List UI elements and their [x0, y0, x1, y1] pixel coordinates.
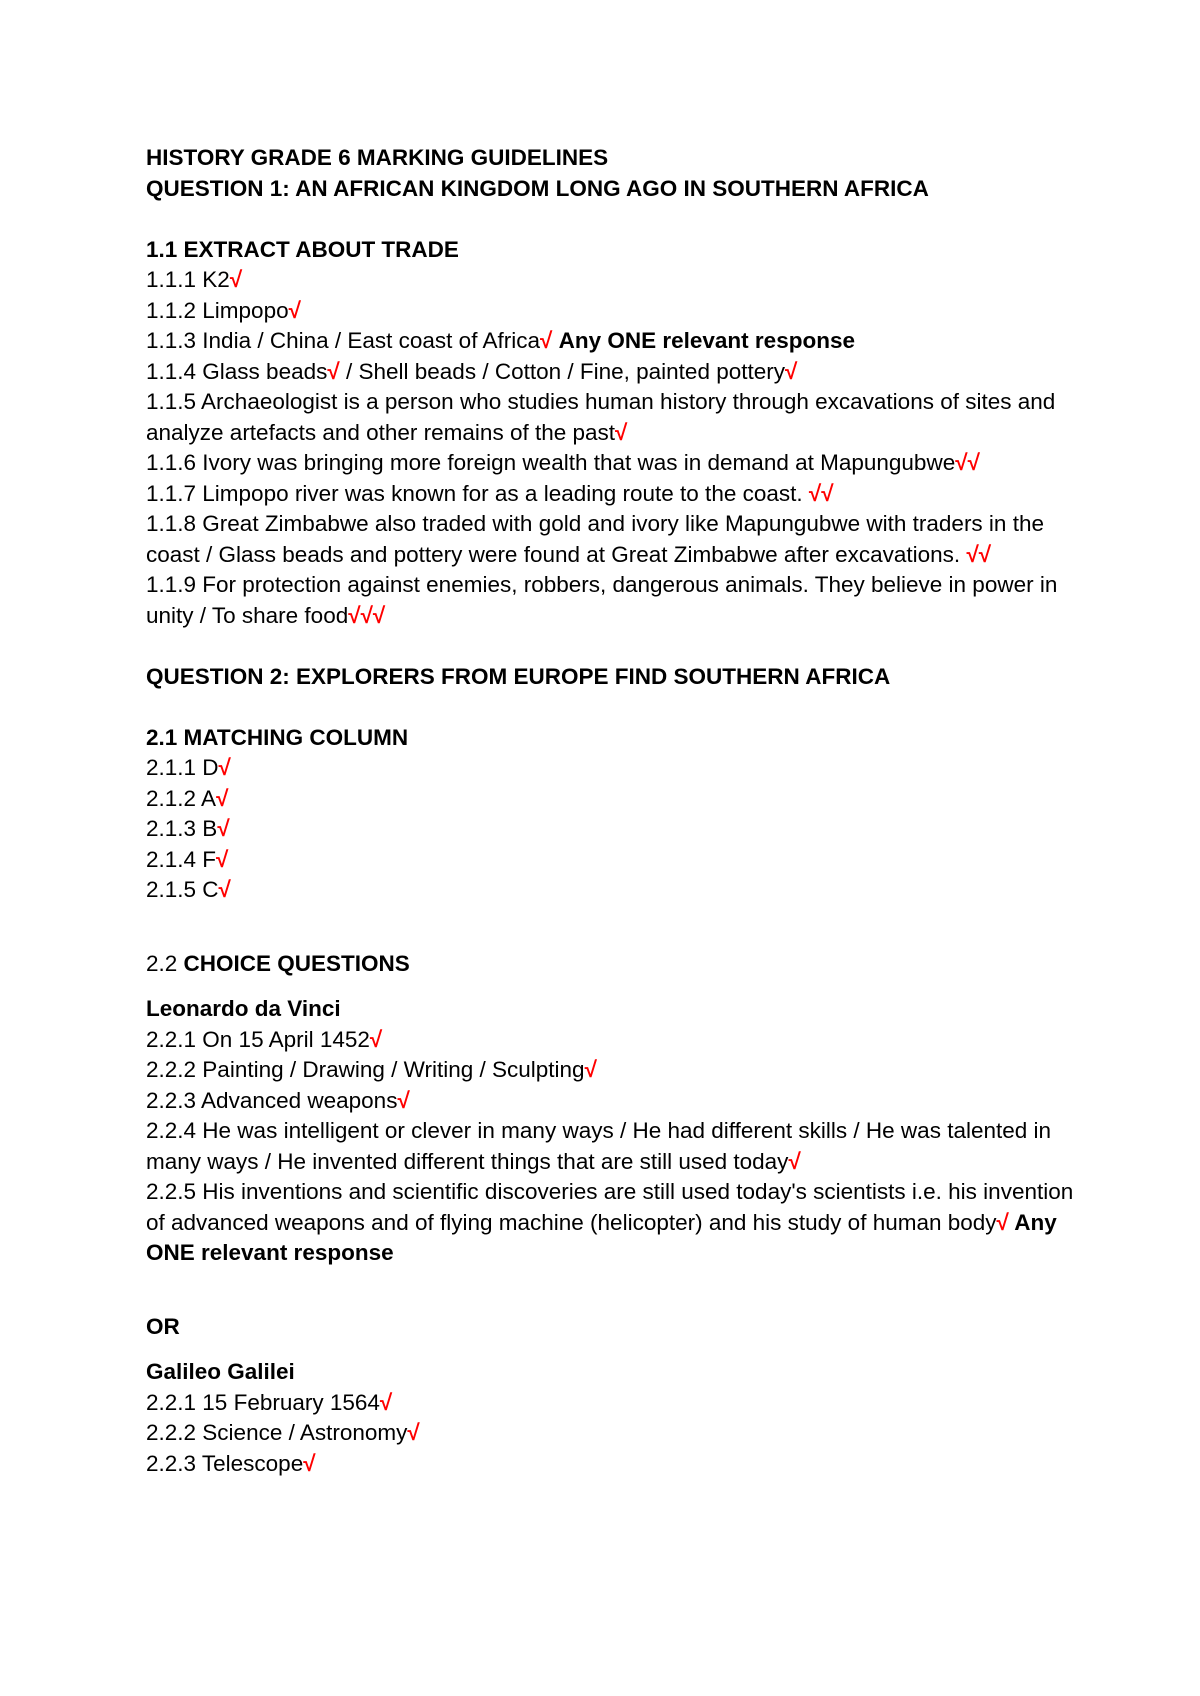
answer-2-2-2-leonardo [146, 1055, 1076, 1086]
check-mark-icon [585, 1057, 597, 1082]
answer-text: 2.2.2 Painting / Drawing / Writing / Sculpting [146, 1057, 585, 1082]
answer-text: / Shell beads / Cotton / Fine, painted pottery [339, 358, 785, 384]
answer-1-1-5 [146, 387, 1076, 448]
double-check-mark-icon [966, 542, 991, 567]
or-divider: OR [146, 1313, 180, 1339]
marking-note: Any ONE relevant response [558, 328, 855, 353]
check-mark-icon [289, 298, 301, 323]
check-mark-icon [230, 267, 242, 292]
spacer [146, 1342, 1076, 1357]
answer-text: 2.2.1 On 15 April 1452 [146, 1026, 370, 1052]
answer-text: 1.1.4 Glass beads [146, 358, 328, 384]
answer-2-2-4-leonardo [146, 1116, 1076, 1177]
answer-text: 2.2.5 His inventions and scientific discoveries are still used today's scientists i.e. his invention of advanced weapons and of flying machine (helicopter) and his study of human body [146, 1179, 1074, 1235]
triple-check-mark-icon [348, 603, 385, 628]
answer-text: 2.1.3 B [146, 816, 218, 841]
check-mark-icon [327, 359, 339, 384]
answer-text: 2.1.5 C [146, 877, 219, 902]
check-mark-icon [219, 755, 231, 780]
answer-text: 2.2.2 Science / Astronomy [146, 1420, 408, 1445]
answer-1-1-3 [146, 326, 1076, 357]
check-mark-icon [380, 1390, 392, 1415]
answer-text: 2.1.2 A [146, 785, 217, 811]
answer-text: 1.1.9 For protection against enemies, robbers, dangerous animals. They believe in power in unity / To share food [146, 572, 1058, 628]
answer-1-1-1 [146, 265, 1076, 296]
check-mark-icon [785, 359, 797, 384]
question-2-heading: QUESTION 2: EXPLORERS FROM EUROPE FIND SOUTHERN AFRICA [146, 663, 891, 689]
answer-2-2-1-leonardo [146, 1025, 1076, 1056]
answer-text: 1.1.3 India / China / East coast of Africa [146, 328, 540, 353]
question-1-heading: QUESTION 1: AN AFRICAN KINGDOM LONG AGO IN SOUTHERN AFRICA [146, 175, 929, 201]
answer-2-1-4 [146, 845, 1076, 876]
answer-text: 1.1.2 Limpopo [146, 297, 289, 323]
answer-1-1-6 [146, 448, 1076, 479]
answer-2-1-2 [146, 784, 1076, 815]
galileo-heading: Galileo Galilei [146, 1359, 295, 1384]
answer-2-1-5 [146, 875, 1076, 906]
answer-text: 2.2.1 15 February 1564 [146, 1389, 380, 1415]
answer-text: 2.2.3 Telescope [146, 1450, 304, 1476]
spacer [146, 1269, 1076, 1312]
answer-text: 2.2.4 He was intelligent or clever in many ways / He had different skills / He was talented in many ways / He invented different things that are still used today [146, 1118, 1052, 1174]
answer-1-1-8 [146, 509, 1076, 570]
answer-1-1-7 [146, 479, 1076, 510]
check-mark-icon [219, 877, 231, 902]
check-mark-icon [217, 816, 229, 841]
answer-text: 1.1.1 K2 [146, 267, 230, 292]
check-mark-icon [615, 420, 627, 445]
spacer [146, 906, 1076, 949]
check-mark-icon [397, 1088, 409, 1113]
answer-text: 1.1.7 Limpopo river was known for as a leading route to the coast. [146, 480, 809, 506]
answer-1-1-9 [146, 570, 1076, 631]
answer-2-2-5-leonardo [146, 1177, 1076, 1269]
answer-2-1-1 [146, 753, 1076, 784]
spacer [146, 692, 1076, 723]
spacer [146, 204, 1076, 235]
check-mark-icon [540, 328, 552, 353]
check-mark-icon [997, 1210, 1009, 1235]
check-mark-icon [788, 1149, 800, 1174]
answer-text: 1.1.8 Great Zimbabwe also traded with gold and ivory like Mapungubwe with traders in the coast / Glass beads and pottery were found at Great Zimbabwe after excavations. [146, 511, 1044, 567]
answer-2-2-3-galileo [146, 1449, 1076, 1480]
marking-note: Any ONE relevant response [146, 1209, 1057, 1265]
answer-2-1-3 [146, 814, 1076, 845]
answer-text: 1.1.5 Archaeologist is a person who studies human history through excavations of sites and analyze artefacts and other remains of the past [146, 389, 1056, 445]
section-2-1-heading: 2.1 MATCHING COLUMN [146, 724, 409, 750]
marking-guidelines-page [146, 143, 1076, 1479]
answer-1-1-2 [146, 296, 1076, 327]
section-label: CHOICE QUESTIONS [183, 950, 410, 976]
section-number: 2.2 [146, 950, 184, 976]
double-check-mark-icon [809, 481, 834, 506]
check-mark-icon [216, 786, 228, 811]
check-mark-icon [216, 847, 228, 872]
check-mark-icon [370, 1027, 382, 1052]
answer-text: 2.1.1 D [146, 755, 219, 780]
spacer [146, 631, 1076, 662]
spacer [146, 979, 1076, 994]
document-title: HISTORY GRADE 6 MARKING GUIDELINES [146, 145, 609, 170]
answer-2-2-1-galileo [146, 1388, 1076, 1419]
answer-text: 2.1.4 F [146, 846, 217, 872]
section-2-2-heading [146, 949, 1076, 980]
answer-text: 2.2.3 Advanced weapons [146, 1087, 398, 1113]
answer-2-2-3-leonardo [146, 1086, 1076, 1117]
double-check-mark-icon [955, 450, 980, 475]
answer-2-2-2-galileo [146, 1418, 1076, 1449]
answer-1-1-4 [146, 357, 1076, 388]
check-mark-icon [303, 1451, 315, 1476]
section-1-1-heading: 1.1 EXTRACT ABOUT TRADE [146, 236, 459, 262]
leonardo-heading: Leonardo da Vinci [146, 996, 341, 1021]
answer-text: 1.1.6 Ivory was bringing more foreign wealth that was in demand at Mapungubwe [146, 450, 956, 475]
check-mark-icon [407, 1420, 419, 1445]
